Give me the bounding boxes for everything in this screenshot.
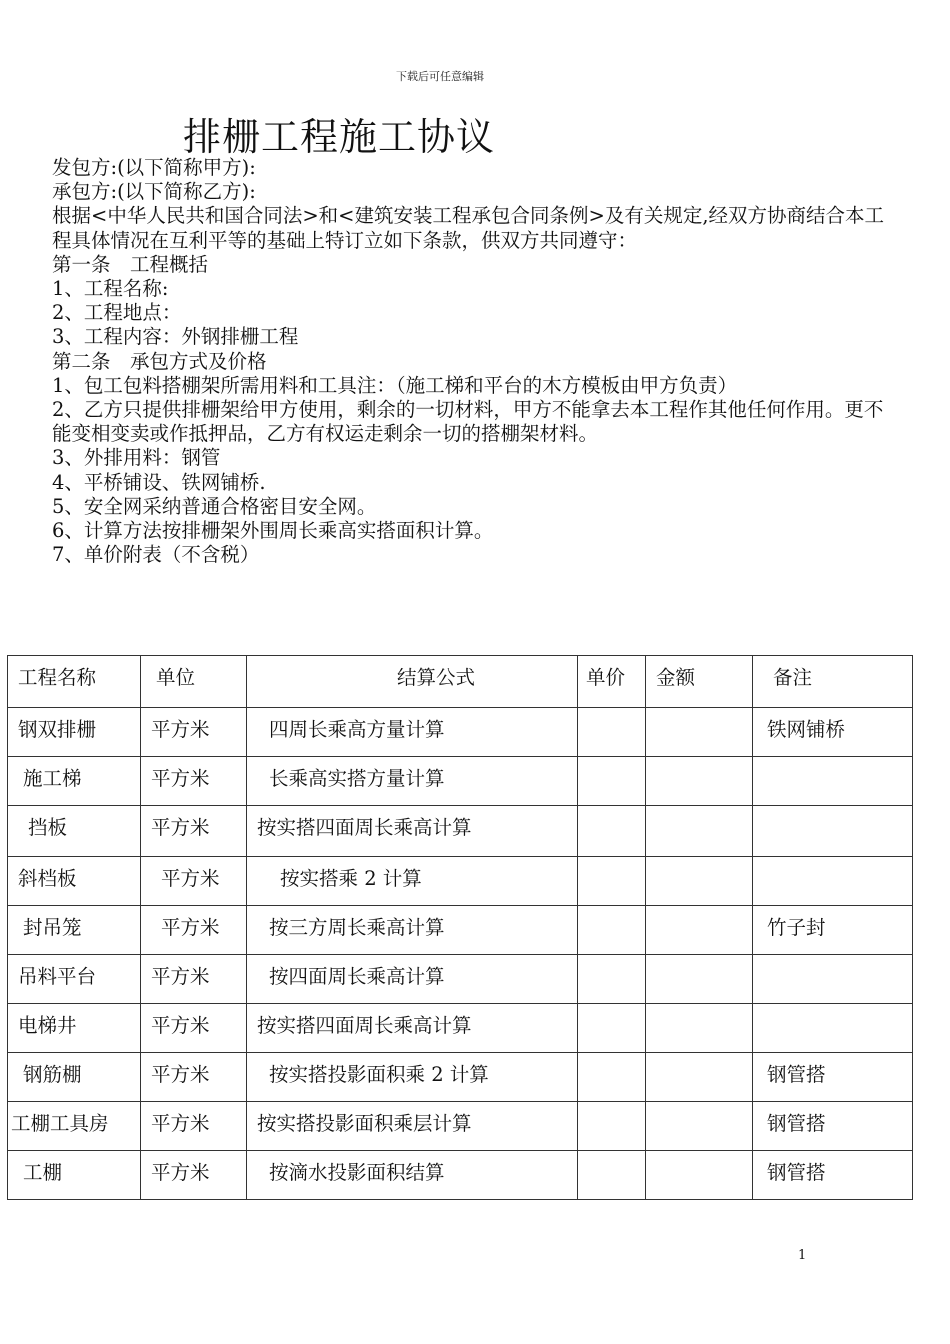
article-2-heading: 第二条 承包方式及价格 xyxy=(52,349,267,373)
table-cell: 挡板 xyxy=(8,806,141,857)
table-row xyxy=(8,708,913,757)
table-cell: 钢管搭 xyxy=(753,1053,913,1102)
project-name-line: 1、工程名称: xyxy=(52,276,169,300)
table-cell: 按实搭投影面积乘 2 计算 xyxy=(247,1053,578,1102)
unit-price-table xyxy=(7,655,913,1200)
clause-5: 5、安全网采纳普通合格密目安全网。 xyxy=(52,494,377,518)
header-note: 下载后可任意编辑 xyxy=(396,70,484,83)
table-cell: 按实搭投影面积乘层计算 xyxy=(247,1102,578,1151)
header-cell: 单位 xyxy=(141,656,247,708)
table-cell: 竹子封 xyxy=(753,906,913,955)
table-cell xyxy=(646,1102,753,1151)
table-cell xyxy=(753,1004,913,1053)
table-cell: 钢管搭 xyxy=(753,1102,913,1151)
table-cell: 吊料平台 xyxy=(8,955,141,1004)
table-cell: 工棚 xyxy=(8,1151,141,1200)
table-row xyxy=(8,1004,913,1053)
table-cell xyxy=(578,1151,646,1200)
table-cell xyxy=(578,1053,646,1102)
header-cell: 工程名称 xyxy=(8,656,141,708)
table-cell xyxy=(646,906,753,955)
clause-1: 1、包工包料搭棚架所需用料和工具注：（施工梯和平台的木方模板由甲方负责） xyxy=(52,373,738,397)
table-row xyxy=(8,955,913,1004)
table-cell xyxy=(646,757,753,806)
table-cell: 平方米 xyxy=(141,708,247,757)
table-row xyxy=(8,806,913,857)
header-cell: 单价 xyxy=(578,656,646,708)
table-cell xyxy=(578,955,646,1004)
table-cell: 电梯井 xyxy=(8,1004,141,1053)
clause-3: 3、外排用料：钢管 xyxy=(52,446,221,470)
table-cell xyxy=(646,857,753,906)
table-header-row xyxy=(8,656,913,708)
table-cell: 按四面周长乘高计算 xyxy=(247,955,578,1004)
table-cell: 平方米 xyxy=(141,1053,247,1102)
table-cell: 施工梯 xyxy=(8,757,141,806)
table-cell: 平方米 xyxy=(141,1151,247,1200)
clause-4: 4、平桥铺设、铁网铺桥. xyxy=(52,470,266,494)
preamble-paragraph: 根据<中华人民共和国合同法>和<建筑安装工程承包合同条例>及有关规定,经双方协商结合本工程具体情况在互利平等的基础上特订立如下条款，供双方共同遵守： xyxy=(52,204,885,252)
header-cell: 结算公式 xyxy=(247,656,578,708)
table-cell xyxy=(646,806,753,857)
table-row xyxy=(8,1102,913,1151)
table-cell xyxy=(578,857,646,906)
table-cell: 按滴水投影面积结算 xyxy=(247,1151,578,1200)
table-cell: 平方米 xyxy=(141,1004,247,1053)
table-cell xyxy=(578,1004,646,1053)
table-cell xyxy=(753,955,913,1004)
page-number: 1 xyxy=(798,1248,807,1263)
table-cell: 封吊笼 xyxy=(8,906,141,955)
table-cell xyxy=(578,806,646,857)
header-cell: 备注 xyxy=(753,656,913,708)
table-cell: 工棚工具房 xyxy=(8,1102,141,1151)
table-cell xyxy=(753,857,913,906)
party-a-line: 发包方:(以下简称甲方): xyxy=(52,156,256,179)
table-cell: 平方米 xyxy=(141,857,247,906)
table-cell xyxy=(578,708,646,757)
table-row xyxy=(8,857,913,906)
project-location-line: 2、工程地点： xyxy=(52,301,182,325)
clause-6: 6、计算方法按排栅架外围周长乘高实搭面积计算。 xyxy=(52,518,494,542)
table-cell: 按实搭四面周长乘高计算 xyxy=(247,1004,578,1053)
table-cell xyxy=(753,757,913,806)
table-cell: 平方米 xyxy=(141,806,247,857)
table-cell: 钢管搭 xyxy=(753,1151,913,1200)
table-cell: 钢双排栅 xyxy=(8,708,141,757)
table-row xyxy=(8,757,913,806)
table-cell xyxy=(753,806,913,857)
article-1-heading: 第一条 工程概括 xyxy=(52,252,209,276)
table-row xyxy=(8,1053,913,1102)
table-cell: 四周长乘高方量计算 xyxy=(247,708,578,757)
table-cell: 平方米 xyxy=(141,906,247,955)
header-cell: 金额 xyxy=(646,656,753,708)
table-cell: 按实搭四面周长乘高计算 xyxy=(247,806,578,857)
clause-7: 7、单价附表（不含税） xyxy=(52,543,260,567)
table-cell: 铁网铺桥 xyxy=(753,708,913,757)
table-cell xyxy=(646,1053,753,1102)
table-cell xyxy=(646,1004,753,1053)
table-cell: 按三方周长乘高计算 xyxy=(247,906,578,955)
table-cell: 平方米 xyxy=(141,955,247,1004)
table-cell: 长乘高实搭方量计算 xyxy=(247,757,578,806)
table-cell xyxy=(578,1102,646,1151)
table-row xyxy=(8,1151,913,1200)
document-title: 排栅工程施工协议 xyxy=(183,115,496,159)
table-cell: 平方米 xyxy=(141,757,247,806)
project-content-line: 3、工程内容：外钢排栅工程 xyxy=(52,325,299,349)
table-cell: 钢筋棚 xyxy=(8,1053,141,1102)
table-row xyxy=(8,906,913,955)
table-cell: 平方米 xyxy=(141,1102,247,1151)
party-b-line: 承包方:(以下简称乙方): xyxy=(52,180,256,204)
table-cell xyxy=(646,708,753,757)
clause-2: 2、乙方只提供排栅架给甲方使用，剩余的一切材料，甲方不能拿去本工程作其他任何作用。更不能变相变卖或作抵押品，乙方有权运走剩余一切的搭棚架材料。 xyxy=(52,397,884,446)
table-cell: 按实搭乘 2 计算 xyxy=(247,857,578,906)
table-cell: 斜档板 xyxy=(8,857,141,906)
table-cell xyxy=(646,955,753,1004)
contract-body xyxy=(52,156,892,567)
table-cell xyxy=(578,757,646,806)
table-cell xyxy=(578,906,646,955)
table-cell xyxy=(646,1151,753,1200)
